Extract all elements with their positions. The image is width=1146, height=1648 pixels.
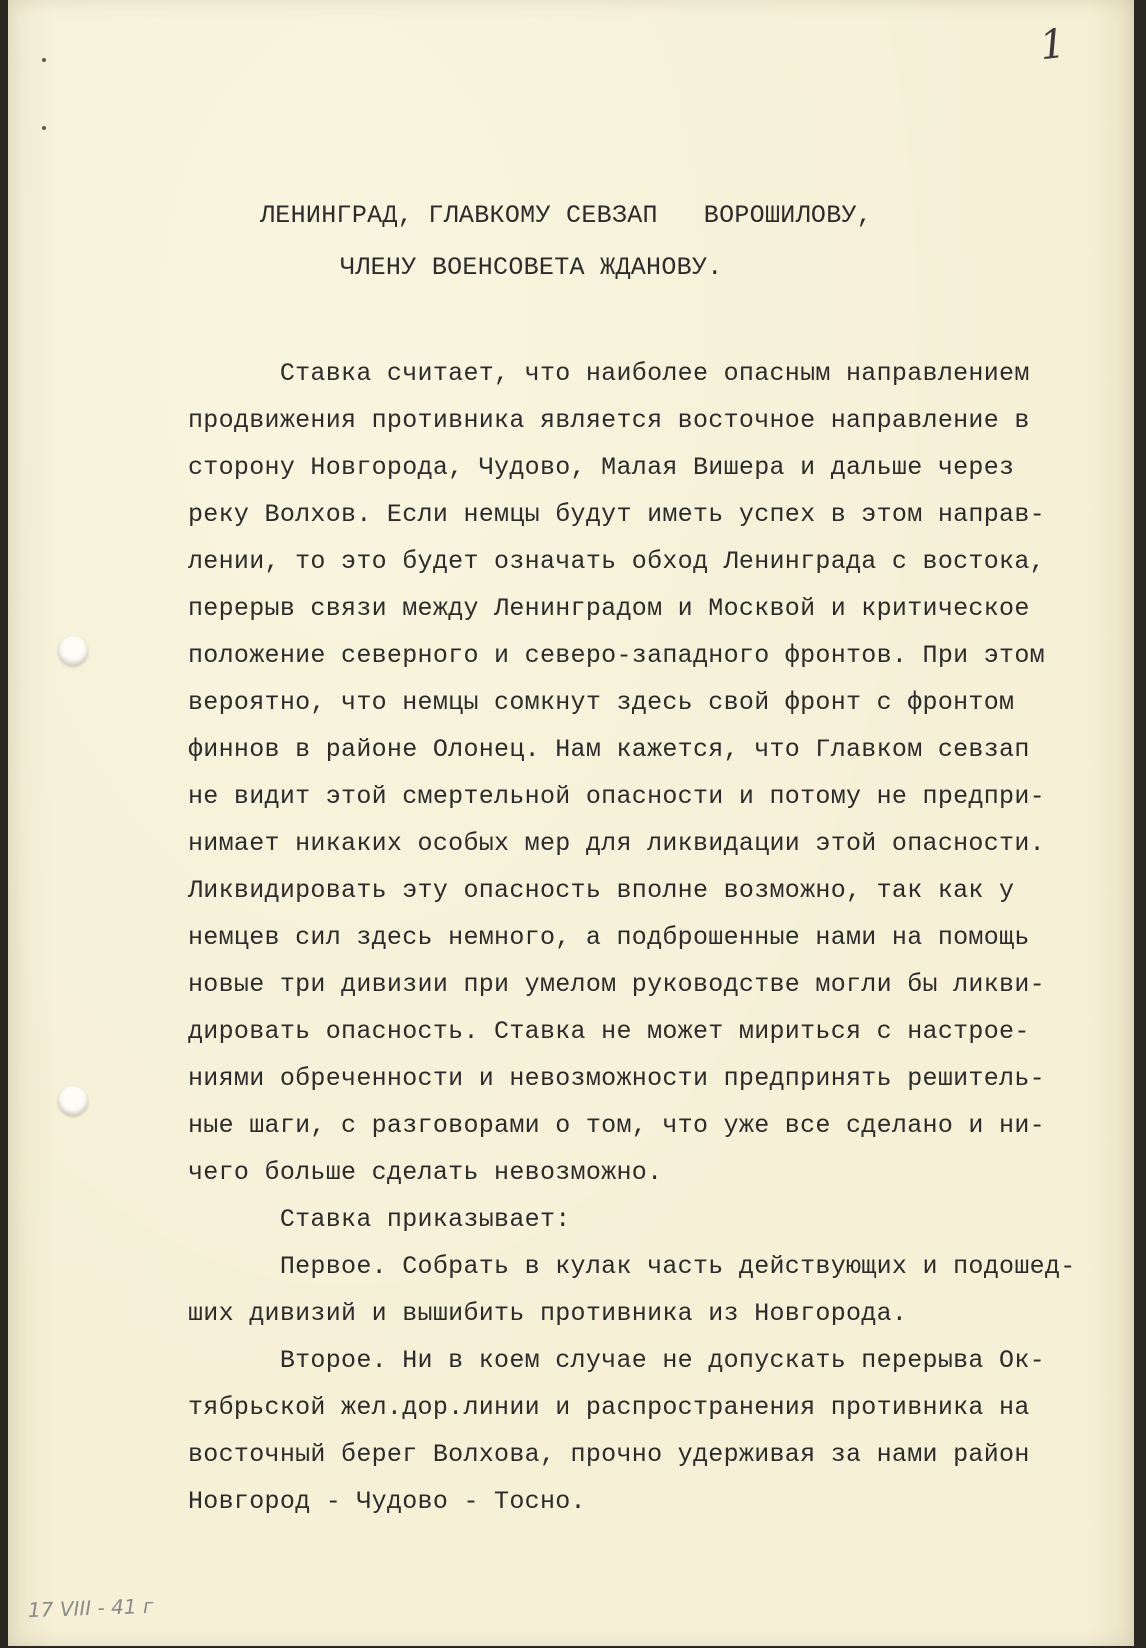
body-line: финнов в районе Олонец. Нам кажется, что Главком севзап [188,735,1030,764]
body-line: нимает никаких особых мер для ликвидации этой опасности. [188,829,1045,858]
body-line: реку Волхов. Если немцы будут иметь успех в этом направ- [188,500,1045,529]
archive-mark: 17 VIII - 41 г [27,1593,154,1623]
address-line: ЧЛЕНУ ВОЕНСОВЕТА ЖДАНОВУ. [340,253,723,282]
body-line: ших дивизий и вышибить противника из Новгорода. [188,1299,908,1328]
body-line: положение северного и северо-западного фронтов. При этом [188,641,1045,670]
body-line: Второе. Ни в коем случае не допускать перерыва Ок- [188,1346,1045,1375]
margin-dot [42,126,46,130]
body-line: вероятно, что немцы сомкнут здесь свой фронт с фронтом [188,688,1015,717]
address-block [0,190,1146,294]
body-line: Ставка считает, что наиболее опасным направлением [188,359,1030,388]
body-line: Первое. Собрать в кулак часть действующих и подошед- [188,1252,1076,1281]
body-line: не видит этой смертельной опасности и потому не предпри- [188,782,1045,811]
body-line: перерыв связи между Ленинградом и Москвой и критическое [188,594,1030,623]
body-line: дировать опасность. Ставка не может мириться с настрое- [188,1017,1030,1046]
body-line: сторону Новгорода, Чудово, Малая Вишера и дальше через [188,453,1015,482]
body-line: Ликвидировать эту опасность вполне возможно, так как у [188,876,1015,905]
body-line: лении, то это будет означать обход Ленинграда с востока, [188,547,1045,576]
body-line: ные шаги, с разговорами о том, что уже все сделано и ни- [188,1111,1045,1140]
page-number: 1 [1037,20,1068,70]
document-body [188,350,1076,1525]
margin-dot [42,58,46,62]
body-line: тябрьской жел.дор.линии и распространения противника на [188,1393,1030,1422]
punch-hole [58,1086,88,1116]
body-line: чего больше сделать невозможно. [188,1158,663,1187]
body-line: продвижения противника является восточное направление в [188,406,1030,435]
body-line: восточный берег Волхова, прочно удерживая за нами район [188,1440,1030,1469]
body-line: Новгород - Чудово - Тосно. [188,1487,586,1516]
body-line: ниями обреченности и невозможности предпринять решитель- [188,1064,1045,1093]
punch-hole [58,636,88,666]
address-line: ЛЕНИНГРАД, ГЛАВКОМУ СЕВЗАП ВОРОШИЛОВУ, [260,201,873,230]
body-line: немцев сил здесь немного, а подброшенные нами на помощь [188,923,1030,952]
body-line: Ставка приказывает: [188,1205,571,1234]
body-line: новые три дивизии при умелом руководстве могли бы ликви- [188,970,1045,999]
